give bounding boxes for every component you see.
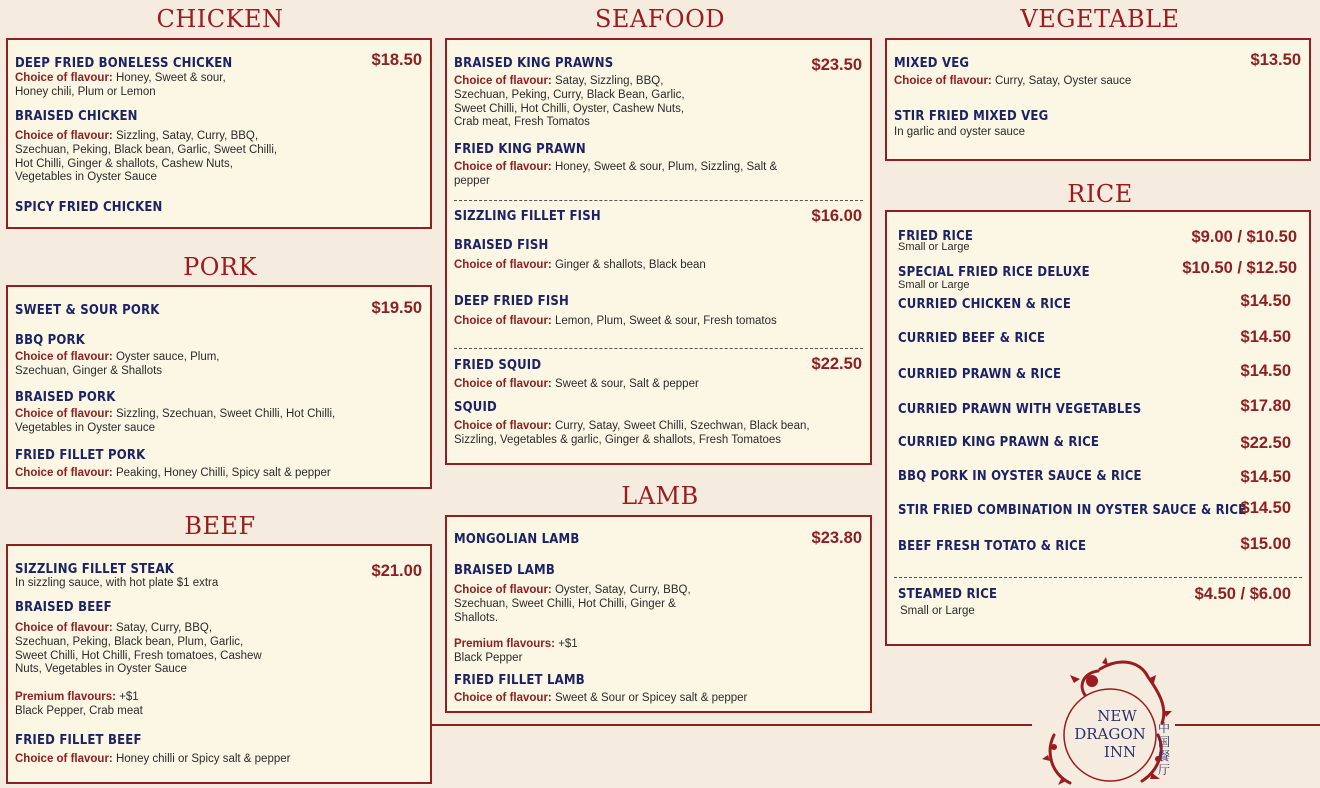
menu-item-name: DEEP FRIED FISH xyxy=(454,294,570,309)
menu-item-price: $23.80 xyxy=(811,529,862,547)
menu-item-name: BBQ PORK IN OYSTER SAUCE & RICE xyxy=(898,469,1142,484)
menu-item-name: BRAISED FISH xyxy=(454,238,549,253)
menu-item-price: $14.50 xyxy=(1240,499,1291,517)
menu-item-price: $10.50 / $12.50 xyxy=(1182,259,1297,277)
menu-item-name: CURRIED PRAWN & RICE xyxy=(898,367,1062,382)
menu-item-name: SWEET & SOUR PORK xyxy=(15,303,160,318)
divider xyxy=(894,577,1302,578)
menu-item-name: BRAISED KING PRAWNS xyxy=(454,56,614,71)
menu-item-price: $17.80 xyxy=(1240,397,1291,415)
chicken-section xyxy=(6,38,432,229)
menu-item-note: Small or Large xyxy=(898,279,970,291)
divider xyxy=(454,200,863,201)
footer-divider xyxy=(1175,724,1320,726)
menu-item-description: Choice of flavour: Oyster, Satay, Curry, BBQ, Szechuan, Sweet Chilli, Hot Chilli, Ginger & Shallots. xyxy=(454,584,691,624)
menu-item-price: $21.00 xyxy=(371,562,422,580)
menu-item-description: Choice of flavour: Satay, Sizzling, BBQ, Szechuan, Peking, Curry, Black Bean, Garlic, Sweet Chilli, Hot Chilli, Oyster, Cashew Nuts, Crab meat, Fresh Tomatos xyxy=(454,75,685,129)
vegetable-heading: VEGETABLE xyxy=(1020,5,1180,33)
menu-item-price: $14.50 xyxy=(1240,328,1291,346)
menu-item-description: Choice of flavour: Satay, Curry, BBQ, Szechuan, Peking, Black bean, Plum, Garlic, Sweet Chilli, Hot Chilli, Fresh tomatoes, Cashew Nuts, Vegetables in Oyster Sauce xyxy=(15,622,262,676)
menu-item-name: CURRIED PRAWN WITH VEGETABLES xyxy=(898,402,1142,417)
rice-section xyxy=(885,210,1311,646)
pork-heading: PORK xyxy=(183,253,257,281)
menu-item-description: Choice of flavour: Curry, Satay, Sweet Chilli, Szechwan, Black bean, Sizzling, Vegetables & garlic, Ginger & shallots, Fresh Tomatoes xyxy=(454,420,810,446)
menu-item-name: FRIED FILLET LAMB xyxy=(454,673,585,688)
menu-item-name: SPECIAL FRIED RICE DELUXE xyxy=(898,265,1090,280)
menu-item-price: $18.50 xyxy=(371,51,422,69)
menu-item-note: In sizzling sauce, with hot plate $1 extra xyxy=(15,577,219,589)
premium-flavours: Premium flavours: +$1 Black Pepper xyxy=(454,638,578,664)
menu-item-name: CURRIED KING PRAWN & RICE xyxy=(898,435,1100,450)
menu-item-description: Choice of flavour: Sweet & Sour or Spicey salt & pepper xyxy=(454,692,748,704)
menu-item-price: $16.00 xyxy=(811,207,862,225)
menu-item-note: In garlic and oyster sauce xyxy=(894,126,1026,138)
menu-item-name: BRAISED LAMB xyxy=(454,563,555,578)
menu-item-name: SQUID xyxy=(454,400,497,415)
menu-item-name: CURRIED CHICKEN & RICE xyxy=(898,297,1072,312)
premium-flavours: Premium flavours: +$1 Black Pepper, Crab meat xyxy=(15,691,143,717)
menu-item-name: MIXED VEG xyxy=(894,56,970,71)
menu-item-name: BRAISED PORK xyxy=(15,390,116,405)
menu-item-price: $14.50 xyxy=(1240,468,1291,486)
menu-item-price: $14.50 xyxy=(1240,362,1291,380)
menu-item-description: Choice of flavour: Oyster sauce, Plum, Szechuan, Ginger & Shallots xyxy=(15,351,220,377)
menu-item-price: $14.50 xyxy=(1240,292,1291,310)
menu-item-name: MONGOLIAN LAMB xyxy=(454,532,580,547)
divider xyxy=(454,348,863,349)
menu-item-name: STIR FRIED MIXED VEG xyxy=(894,109,1049,124)
menu-item-price: $4.50 / $6.00 xyxy=(1194,585,1291,603)
menu-item-name: CURRIED BEEF & RICE xyxy=(898,331,1046,346)
menu-item-description: Choice of flavour: Honey, Sweet & sour, Plum, Sizzling, Salt & pepper xyxy=(454,161,778,187)
menu-item-description: Choice of flavour: Sizzling, Satay, Curry, BBQ, Szechuan, Peking, Black bean, Garlic, Sweet Chilli, Hot Chilli, Ginger & shallots, Cashew Nuts, Vegetables in Oyster Sauce xyxy=(15,130,278,184)
menu-item-description: Choice of flavour: Honey chilli or Spicy salt & pepper xyxy=(15,753,291,765)
menu-item-name: FRIED KING PRAWN xyxy=(454,142,586,157)
menu-item-name: BEEF FRESH TOTATO & RICE xyxy=(898,539,1087,554)
menu-item-name: SPICY FRIED CHICKEN xyxy=(15,200,163,215)
menu-item-price: $9.00 / $10.50 xyxy=(1191,228,1297,246)
menu-item-name: SIZZLING FILLET FISH xyxy=(454,209,601,224)
menu-item-name: FRIED RICE xyxy=(898,229,974,244)
menu-item-name: BRAISED BEEF xyxy=(15,600,112,615)
menu-item-name: BRAISED CHICKEN xyxy=(15,109,138,124)
logo-text: NEW DRAGON INN xyxy=(1074,707,1146,761)
logo-chinese-text: 中国餐厅 xyxy=(1158,721,1171,777)
lamb-heading: LAMB xyxy=(621,482,699,510)
menu-item-name: FRIED FILLET BEEF xyxy=(15,733,142,748)
menu-item-description: Choice of flavour: Peaking, Honey Chilli, Spicy salt & pepper xyxy=(15,467,331,479)
menu-item-price: $13.50 xyxy=(1250,51,1301,69)
menu-item-description: Choice of flavour: Lemon, Plum, Sweet & sour, Fresh tomatos xyxy=(454,315,777,327)
menu-item-description: Choice of flavour: Honey, Sweet & sour, Honey chili, Plum or Lemon xyxy=(15,72,226,98)
menu-item-name: DEEP FRIED BONELESS CHICKEN xyxy=(15,56,233,71)
menu-item-description: Choice of flavour: Sweet & sour, Salt & pepper xyxy=(454,378,699,390)
menu-item-price: $22.50 xyxy=(1240,434,1291,452)
menu-item-name: FRIED SQUID xyxy=(454,358,542,373)
menu-item-description: Choice of flavour: Sizzling, Szechuan, Sweet Chilli, Hot Chilli, Vegetables in Oyster sauce xyxy=(15,408,336,434)
menu-item-description: Choice of flavour: Curry, Satay, Oyster sauce xyxy=(894,75,1132,87)
menu-item-price: $22.50 xyxy=(811,355,862,373)
beef-heading: BEEF xyxy=(184,512,256,540)
menu-item-note: Small or Large xyxy=(898,241,970,253)
menu-item-price: $15.00 xyxy=(1240,535,1291,553)
menu-item-note: Small or Large xyxy=(900,605,975,617)
menu-item-name: SIZZLING FILLET STEAK xyxy=(15,562,174,577)
seafood-heading: SEAFOOD xyxy=(594,5,726,33)
vegetable-section xyxy=(885,38,1311,161)
menu-item-name: STIR FRIED COMBINATION IN OYSTER SAUCE & RICE xyxy=(898,503,1247,518)
lamb-section xyxy=(445,515,872,713)
seafood-section xyxy=(445,38,872,465)
menu-item-description: Choice of flavour: Ginger & shallots, Black bean xyxy=(454,259,706,271)
footer-divider xyxy=(432,724,1032,726)
menu-item-price: $19.50 xyxy=(371,299,422,317)
pork-section xyxy=(6,285,432,489)
chicken-heading: CHICKEN xyxy=(156,5,284,33)
logo xyxy=(1040,655,1180,788)
menu-item-price: $23.50 xyxy=(811,56,862,74)
menu-item-name: STEAMED RICE xyxy=(898,587,998,602)
rice-heading: RICE xyxy=(1067,180,1133,208)
beef-section xyxy=(6,544,432,784)
menu-item-name: BBQ PORK xyxy=(15,333,86,348)
menu-item-name: FRIED FILLET PORK xyxy=(15,448,146,463)
